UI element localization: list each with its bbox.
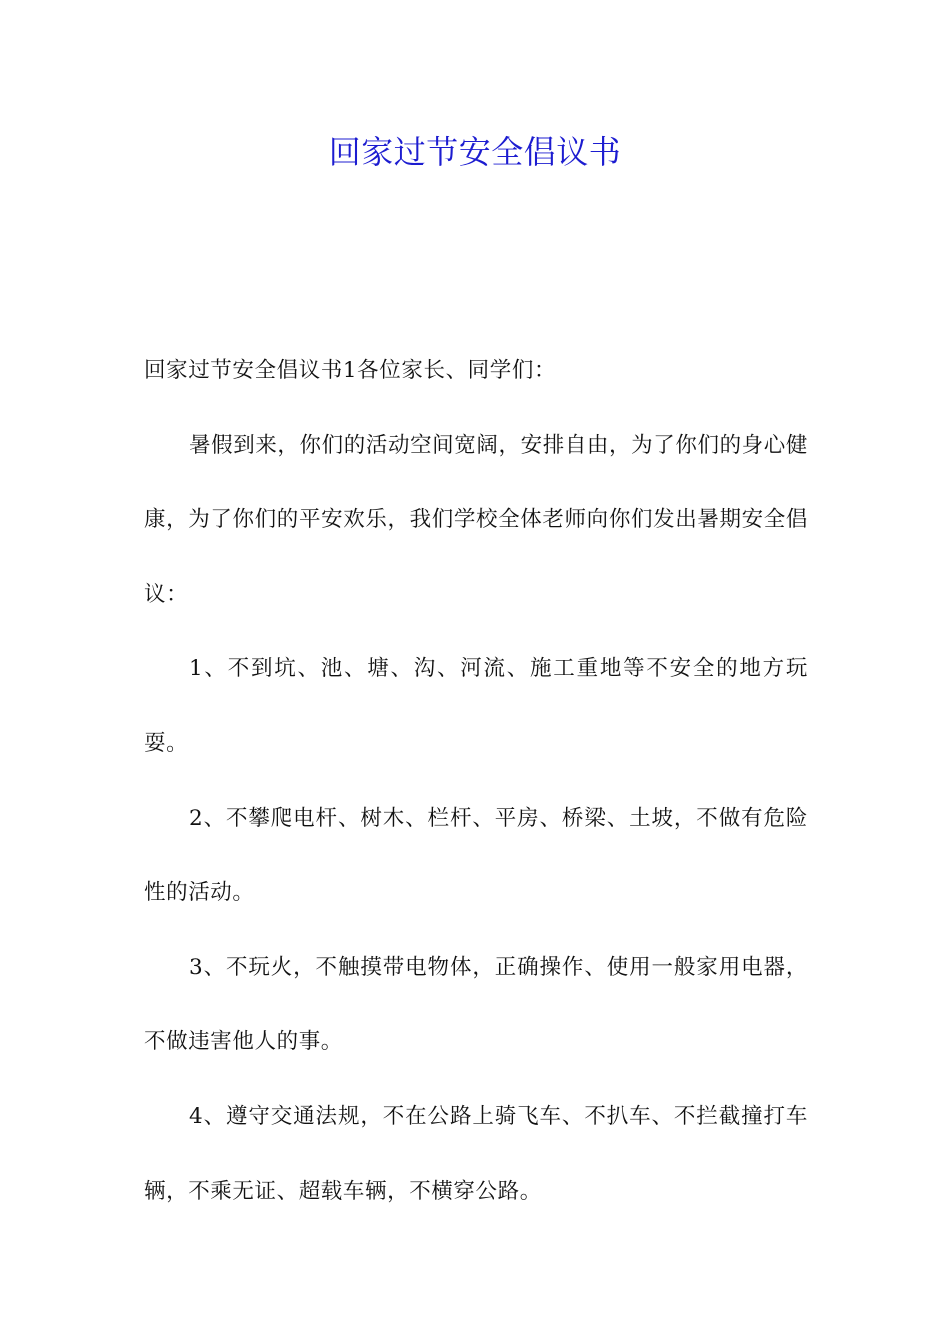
document-title: 回家过节安全倡议书 [328, 133, 622, 171]
rule-paragraph-1: 1、不到坑、池、塘、沟、河流、施工重地等不安全的地方玩耍。 [144, 656, 808, 756]
salutation-paragraph: 回家过节安全倡议书1各位家长、同学们： [144, 358, 557, 383]
document-body [144, 334, 808, 1229]
rule-paragraph-4: 4、遵守交通法规，不在公路上骑飞车、不扒车、不拦截撞打车辆，不乘无证、超载车辆，不横穿公路。 [144, 1103, 808, 1204]
rule-paragraph-3: 3、不玩火，不触摸带电物体，正确操作、使用一般家用电器，不做违害他人的事。 [144, 954, 808, 1055]
intro-paragraph: 暑假到来，你们的活动空间宽阔，安排自由，为了你们的身心健康，为了你们的平安欢乐，我们学校全体老师向你们发出暑期安全倡议： [144, 432, 808, 607]
rule-paragraph-2: 2、不攀爬电杆、树木、栏杆、平房、桥梁、土坡，不做有危险性的活动。 [144, 805, 808, 906]
